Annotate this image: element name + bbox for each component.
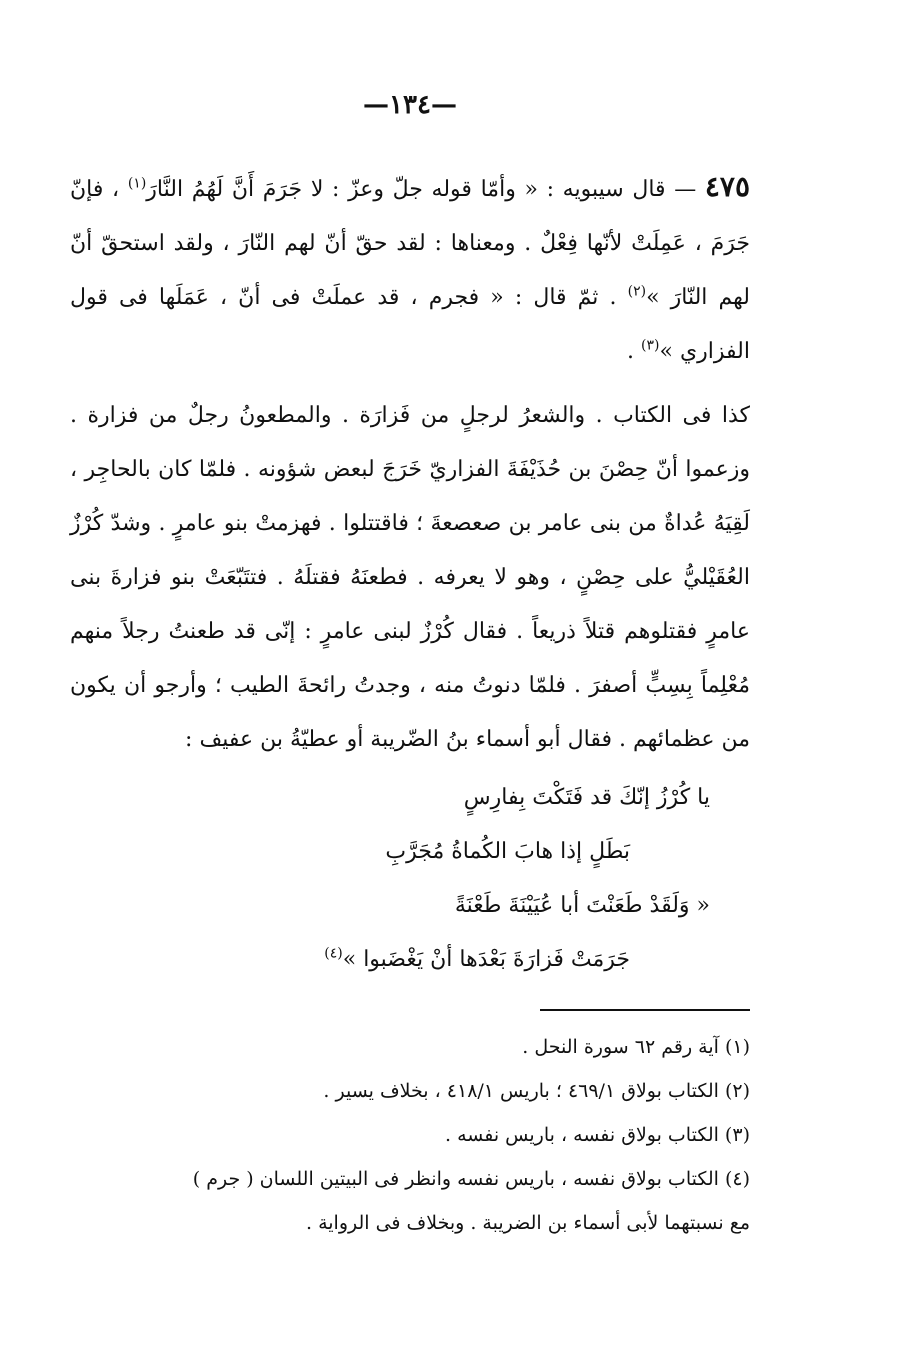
poem-line-4 bbox=[70, 933, 750, 987]
entry-paragraph bbox=[70, 160, 750, 379]
footnote-divider bbox=[540, 1009, 750, 1011]
poem bbox=[70, 771, 750, 987]
page-number: —١٣٤— bbox=[363, 90, 457, 120]
entry-text-part-2: ، فإنّ جَرَمَ ، عَمِلَتْ لأنّها فِعْلٌ . ومعناها : لقد حقّ أنّ لهم النّارَ ، ولقد استحقّ أنّ لهم النّارَ » bbox=[70, 177, 751, 310]
poem-line-2: بَطَلٍ إذا هابَ الكُماةُ مُجَرَّبِ bbox=[385, 839, 630, 864]
poem-line-1: يا كُرْزُ إنّكَ قد فَتَكْتَ بِفارِسٍ bbox=[463, 785, 710, 810]
poem-line-4-text: جَرَمَتْ فَزارَةَ بَعْدَها أنْ يَغْضَبوا » bbox=[342, 947, 630, 972]
footnote-4-continuation: مع نسبتهما لأبى أسماء بن الضريبة . وبخلاف فى الرواية . bbox=[305, 1212, 750, 1234]
body-paragraph: كذا فى الكتاب . والشعرُ لرجلٍ من فَزارَة . والمطعونُ رجلٌ من فزارة . وزعموا أنّ حِصْنَ بن حُذَيْفَةَ الفزاريّ خَرَجَ لبعض شؤونه . فلمّا كان بالحاجِر ، لَقِيَهُ عُداةٌ من بنى عامر بن صعصعةَ ؛ فاقتتلوا . فهزمتْ بنو عامرٍ . وشدّ كُرْزٌ العُقَيْليُّ على حِصْنٍ ، وهو لا يعرفه . فطعنَهُ فقتلَهُ . فتتَبّعَتْ بنو فزارةَ بنى عامرٍ فقتلوهم قتلاً ذريعاً . فقال كُرْزٌ لبنى عامرٍ : إنّى قد طعنتُ رجلاً منهم مُعْلِماً بِسِبٍّ أصفرَ . فلمّا دنوتُ منه ، وجدتُ رائحةَ الطيب ؛ وأرجو أن يكون من عظمائهم . فقال أبو أسماء بنُ الضّريبة أو عطيّةُ بن عفيف : bbox=[70, 403, 750, 752]
entry-text-part-3: . ثمّ قال : « فجرم ، قد عملَتْ فى أنّ ، عَمَلَها فى قول الفزاري » bbox=[70, 285, 750, 364]
footnote-mark-2: (٢) bbox=[627, 283, 647, 300]
footnotes bbox=[70, 1025, 750, 1245]
entry-text-part-1: — قال سيبويه : « وأمّا قوله جلّ وعزّ : لا جَرَمَ أَنَّ لَهُمُ النَّارَ bbox=[146, 177, 697, 202]
footnote-1: (١) آية رقم ٦٢ سورة النحل . bbox=[522, 1036, 750, 1058]
footnote-4: (٤) الكتاب بولاق نفسه ، باريس نفسه وانظر فى البيتين اللسان ( جرم ) bbox=[192, 1168, 750, 1190]
footnote-mark-4: (٤) bbox=[324, 945, 343, 962]
footnote-mark-3: (٣) bbox=[641, 337, 660, 354]
paragraph-gap bbox=[70, 379, 750, 389]
footnote-mark-1: (١) bbox=[127, 175, 147, 192]
footnote-3: (٣) الكتاب بولاق نفسه ، باريس نفسه . bbox=[445, 1124, 750, 1146]
document-page bbox=[70, 90, 750, 1245]
entry-text-part-4: . bbox=[627, 339, 635, 364]
entry-number: ٤٧٥ bbox=[704, 170, 750, 203]
footnote-2: (٢) الكتاب بولاق ٤٦٩/١ ؛ باريس ٤١٨/١ ، بخلاف يسير . bbox=[323, 1080, 750, 1102]
poem-line-3: « وَلَقَدْ طَعَنْتَ أبا عُيَيْنَةَ طَعْنَةً bbox=[454, 893, 710, 918]
